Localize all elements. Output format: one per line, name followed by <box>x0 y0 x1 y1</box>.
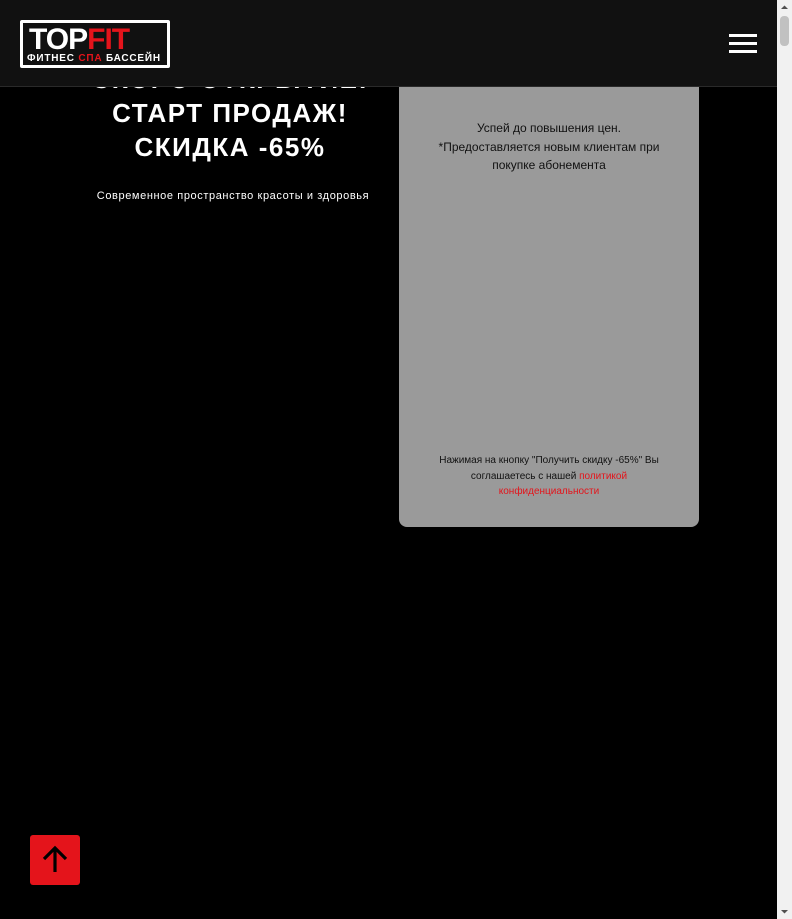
vertical-scrollbar[interactable] <box>777 0 792 919</box>
logo-tagline <box>27 53 161 64</box>
hero-title-line-2: СТАРТ ПРОДАЖ! <box>112 98 348 128</box>
logo-wordmark <box>29 23 129 57</box>
logo-tagline-fitness: ФИТНЕС <box>27 53 75 64</box>
consent-text <box>429 453 669 500</box>
logo-word-top: TOP <box>29 23 88 56</box>
hero-subtitle: Современное пространство красоты и здоровья <box>96 190 370 202</box>
scrollbar-thumb[interactable] <box>780 16 789 46</box>
privacy-policy-link[interactable]: политикой конфиденциальности <box>498 470 628 497</box>
logo-word-fit: FIT <box>87 23 130 56</box>
scroll-down-arrow-icon[interactable] <box>777 904 792 919</box>
discount-form-card <box>399 60 699 527</box>
logo-tagline-spa: СПА <box>78 53 103 64</box>
form-note <box>434 119 664 175</box>
logo-background <box>23 23 167 65</box>
topfit-logo[interactable] <box>20 20 170 68</box>
hero-title-line-3: СКИДКА -65% <box>134 132 326 162</box>
site-header <box>0 0 777 87</box>
form-note-line-1: Успей до повышения цен. <box>476 121 622 135</box>
arrow-up-icon <box>40 845 70 875</box>
logo-tagline-pool: БАССЕЙН <box>105 53 161 64</box>
menu-bar-top <box>729 34 757 37</box>
scroll-up-arrow-icon[interactable] <box>777 0 792 15</box>
form-note-line-2: *Предоставляется новым клиентам при покупке абонемента <box>438 139 660 172</box>
consent-label: Нажимая на кнопку "Получить скидку -65%" Вы соглашаетесь с нашей <box>439 455 659 482</box>
hamburger-menu-icon[interactable] <box>729 34 757 54</box>
menu-bar-middle <box>729 42 757 45</box>
menu-bar-bottom <box>729 50 757 53</box>
scroll-to-top-button[interactable] <box>30 835 80 885</box>
